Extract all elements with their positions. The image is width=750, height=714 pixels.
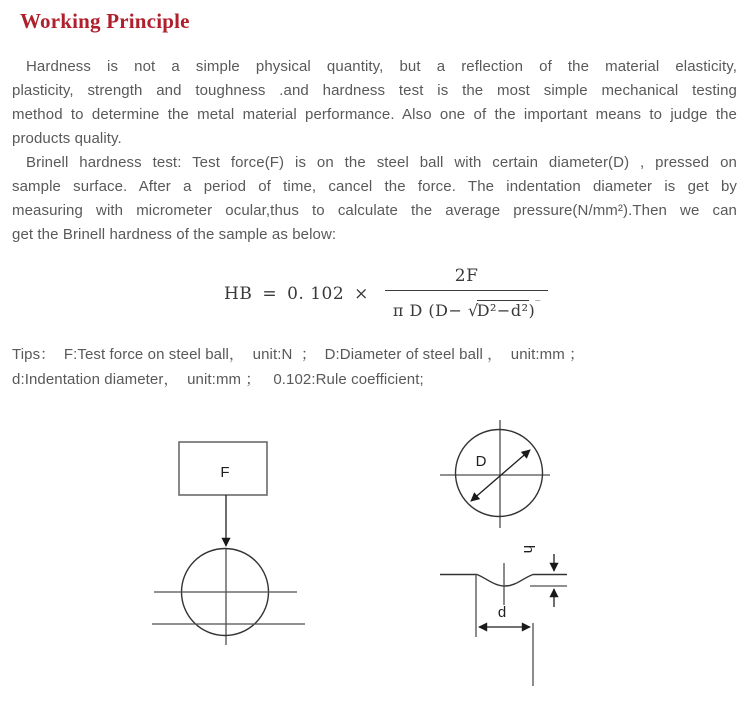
text-line: Brinell hardness test: Test force(F) is on the steel ball with certain diameter(D) , pressed on <box>26 154 737 171</box>
paragraph-hardness-intro <box>12 55 737 151</box>
formula-equals-sign: = <box>262 283 278 304</box>
radical-sign: √ <box>467 301 479 320</box>
formula-coefficient: 0. 102 <box>287 283 345 304</box>
force-label: F <box>220 464 230 481</box>
tips-note <box>12 342 737 392</box>
text-line: Hardness is not a simple physical quantity, but a reflection of the material elasticity, <box>26 58 737 75</box>
diameter-label: D <box>475 453 487 470</box>
brinell-hardness-formula <box>224 266 548 321</box>
formula-lhs: HB <box>224 283 253 304</box>
text-line: method to determine the metal material performance. Also one of the important means to judge the <box>12 106 737 123</box>
formula-numerator: 2F <box>454 266 479 286</box>
denominator-tick-mark: ‾ <box>535 300 541 311</box>
denominator-suffix: ) <box>528 301 536 320</box>
depth-label: h <box>520 545 537 554</box>
text-line: products quality. <box>12 130 122 147</box>
page-title: Working Principle <box>20 9 190 33</box>
text-line: get the Brinell hardness of the sample as below: <box>12 226 337 243</box>
text-line: measuring with micrometer ocular,thus to calculate the average pressure(N/mm²).Then we can <box>12 202 737 219</box>
text-line: sample surface. After a period of time, cancel the force. The indentation diameter is get by <box>12 178 737 195</box>
radicand: D²−d² <box>476 301 529 320</box>
paragraph-brinell-test <box>12 151 737 247</box>
formula-multiply-sign: × <box>354 283 369 304</box>
formula-fraction <box>385 266 548 321</box>
indentation-profile-diagram <box>440 545 567 686</box>
diagrams-canvas <box>0 405 750 714</box>
text-line: plasticity, strength and toughness .and hardness test is the most simple mechanical testing <box>12 82 737 99</box>
force-ball-diagram <box>152 442 305 645</box>
tips-line-1: Tips： F:Test force on steel ball， unit:N ； D:Diameter of steel ball ， unit:mm ； <box>12 346 585 363</box>
body-text-block <box>12 55 737 247</box>
formula-denominator <box>385 290 548 321</box>
ball-outline <box>456 430 543 517</box>
ball-diameter-diagram <box>440 420 550 528</box>
denominator-prefix: π D (D− <box>392 301 468 320</box>
tips-line-2: d:Indentation diameter， unit:mm ； 0.102:Rule coefficient; <box>12 371 424 388</box>
indent-diameter-label: d <box>497 604 507 621</box>
